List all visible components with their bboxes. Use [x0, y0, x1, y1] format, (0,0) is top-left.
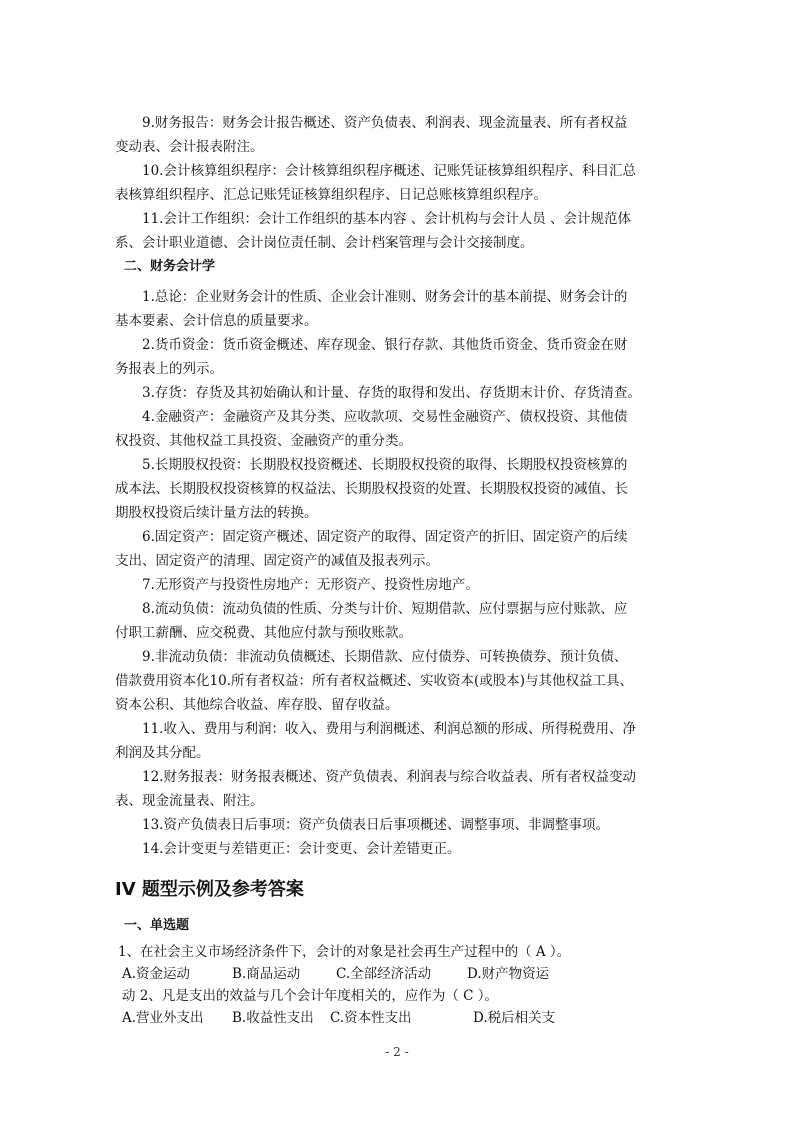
item-line: 期股权投资后续计量方法的转换。	[115, 505, 318, 521]
item-line: 支出、固定资产的清理、固定资产的减值及报表列示。	[115, 553, 439, 569]
item-line: 付职工薪酬、应交税费、其他应付款与预收账款。	[115, 625, 412, 641]
item-line: 8.流动负债：流动负债的性质、分类与计价、短期借款、应付票据与应付账款、应	[142, 601, 628, 617]
item-line: 1.总论：企业财务会计的性质、企业会计准则、财务会计的基本前提、财务会计的	[142, 289, 628, 305]
item-line: 利润及其分配。	[115, 745, 210, 761]
item-line: 10.会计核算组织程序：会计核算组织程序概述、记账凭证核算组织程序、科目汇总	[142, 163, 636, 179]
option-d: D.税后相关支	[473, 1010, 556, 1026]
item-line: 11.会计工作组织：会计工作组织的基本内容 、会计机构与会计人员 、会计规范体	[142, 211, 632, 227]
item-line: 7.无形资产与投资性房地产：无形资产、投资性房地产。	[142, 577, 479, 593]
question-stem: 1、在社会主义市场经济条件下，会计的对象是社会再生产过程中的（ A ）。	[118, 944, 571, 960]
item-line: 变动表、会计报表附注。	[115, 139, 264, 155]
option-b: B.收益性支出	[232, 1010, 314, 1026]
question-type-heading: 一、单选题	[124, 918, 190, 933]
item-line: 借款费用资本化10.所有者权益：所有者权益概述、实收资本(或股本)与其他权益工具、	[115, 673, 634, 689]
option-c: C.资本性支出	[330, 1010, 412, 1026]
item-line: 基本要素、会计信息的质量要求。	[115, 313, 318, 329]
item-line: 务报表上的列示。	[115, 361, 223, 377]
option-c: C.全部经济活动	[336, 966, 432, 982]
item-line: 4.金融资产：金融资产及其分类、应收款项、交易性金融资产、债权投资、其他债	[142, 409, 628, 425]
question-stem: 动 2、凡是支出的效益与几个会计年度相关的，应作为（ C ）。	[122, 988, 499, 1004]
option-b: B.商品运动	[232, 966, 301, 982]
item-line: 13.资产负债表日后事项：资产负债表日后事项概述、调整事项、非调整事项。	[142, 817, 609, 833]
section-heading: 二、财务会计学	[124, 259, 216, 274]
item-line: 5.长期股权投资：长期股权投资概述、长期股权投资的取得、长期股权投资核算的	[142, 457, 628, 473]
item-line: 资本公积、其他综合收益、库存股、留存收益。	[115, 697, 399, 713]
item-line: 表核算组织程序、汇总记账凭证核算组织程序、日记总账核算组织程序。	[115, 187, 547, 203]
item-line: 6.固定资产：固定资产概述、固定资产的取得、固定资产的折旧、固定资产的后续	[142, 529, 628, 545]
item-line: 9.财务报告：财务会计报告概述、资产负债表、利润表、现金流量表、所有者权益	[142, 115, 628, 131]
item-line: 表、现金流量表、附注。	[115, 793, 264, 809]
item-line: 9.非流动负债：非流动负债概述、长期借款、应付债券、可转换债券、预计负债、	[142, 649, 628, 665]
option-d: D.财产物资运	[467, 966, 550, 982]
item-line: 权投资、其他权益工具投资、金融资产的重分类。	[115, 433, 412, 449]
item-line: 11.收入、费用与利润：收入、费用与利润概述、利润总额的形成、所得税费用、净	[142, 721, 636, 737]
item-line: 2.货币资金：货币资金概述、库存现金、银行存款、其他货币资金、货币资金在财	[142, 337, 628, 353]
part-heading: IV 题型示例及参考答案	[115, 879, 304, 900]
option-a: A.营业外支出	[122, 1010, 204, 1026]
item-line: 12.财务报表：财务报表概述、资产负债表、利润表与综合收益表、所有者权益变动	[142, 769, 636, 785]
page-number: - 2 -	[385, 1045, 409, 1059]
item-line: 成本法、长期股权投资核算的权益法、长期股权投资的处置、长期股权投资的减值、长	[115, 481, 628, 497]
item-line: 14.会计变更与差错更正：会计变更、会计差错更正。	[142, 841, 461, 857]
item-line: 系、会计职业道德、会计岗位责任制、会计档案管理与会计交接制度。	[115, 235, 534, 251]
option-a: A.资金运动	[122, 966, 191, 982]
item-line: 3.存货：存货及其初始确认和计量、存货的取得和发出、存货期末计价、存货清查。	[142, 385, 641, 401]
